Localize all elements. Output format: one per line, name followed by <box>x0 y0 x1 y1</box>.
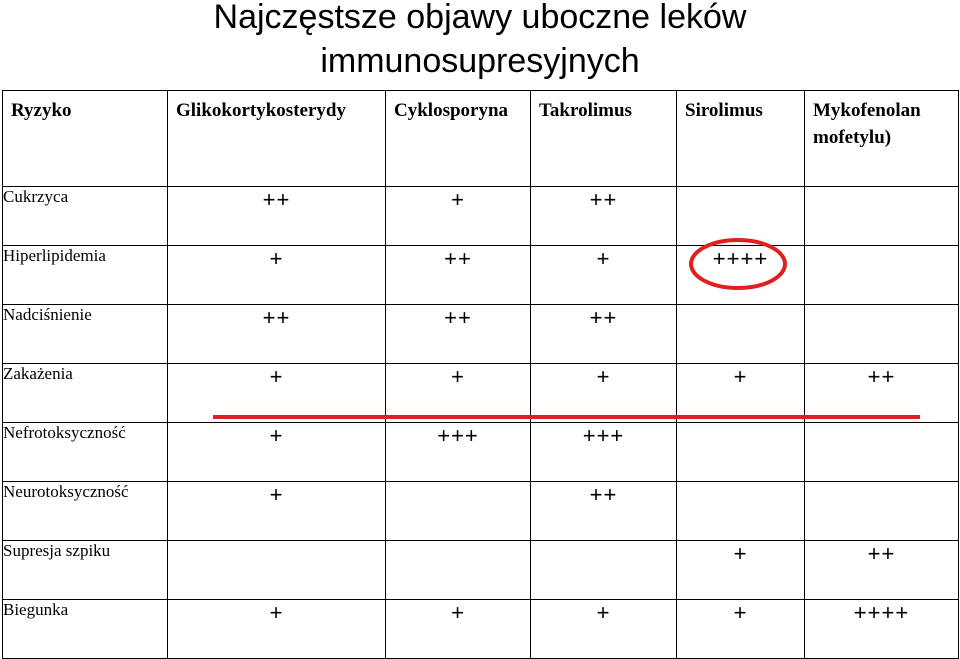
value-cell: + <box>531 600 677 659</box>
value-cell: + <box>531 364 677 423</box>
header-cell: Sirolimus <box>677 91 805 187</box>
value-cell: + <box>677 364 805 423</box>
row-label: Neurotoksyczność <box>3 482 168 541</box>
value-cell: ++ <box>386 305 531 364</box>
value-cell: ++++ <box>805 600 959 659</box>
value-cell <box>386 482 531 541</box>
value-cell: ++ <box>168 305 386 364</box>
side-effects-table <box>2 90 959 659</box>
value-cell: + <box>168 482 386 541</box>
value-cell: + <box>168 364 386 423</box>
value-cell <box>805 423 959 482</box>
value-cell <box>805 305 959 364</box>
header-cell: Takrolimus <box>531 91 677 187</box>
value-cell <box>386 541 531 600</box>
table-row <box>3 305 959 364</box>
value-cell: + <box>677 541 805 600</box>
row-label: Nefrotoksyczność <box>3 423 168 482</box>
header-cell: Ryzyko <box>3 91 168 187</box>
header-cell: Cyklosporyna <box>386 91 531 187</box>
row-label: Nadciśnienie <box>3 305 168 364</box>
title-line-1: Najczęstsze objawy uboczne leków <box>213 0 747 36</box>
table-row <box>3 423 959 482</box>
value-cell: ++ <box>805 364 959 423</box>
row-label: Zakażenia <box>3 364 168 423</box>
value-cell: +++ <box>386 423 531 482</box>
table-row <box>3 600 959 659</box>
value-cell <box>805 246 959 305</box>
title-line-2: immunosupresyjnych <box>320 42 640 80</box>
value-cell <box>677 423 805 482</box>
value-cell <box>168 541 386 600</box>
value-cell <box>677 482 805 541</box>
value-cell: + <box>531 246 677 305</box>
table-row <box>3 187 959 246</box>
value-cell: + <box>168 423 386 482</box>
value-cell: ++ <box>531 482 677 541</box>
row-label: Cukrzyca <box>3 187 168 246</box>
value-cell: ++ <box>386 246 531 305</box>
header-row <box>3 91 959 187</box>
value-cell <box>805 482 959 541</box>
value-cell: + <box>168 246 386 305</box>
table-row <box>3 482 959 541</box>
value-cell <box>677 305 805 364</box>
value-cell: + <box>168 600 386 659</box>
value-cell <box>531 541 677 600</box>
table-row <box>3 246 959 305</box>
table-row <box>3 364 959 423</box>
value-cell <box>677 187 805 246</box>
header-cell: Mykofenolan mofetylu) <box>805 91 959 187</box>
value-cell: + <box>386 364 531 423</box>
value-cell: +++ <box>531 423 677 482</box>
value-cell: ++ <box>531 305 677 364</box>
value-cell: + <box>386 600 531 659</box>
value-cell: + <box>677 600 805 659</box>
value-cell: ++++ <box>677 246 805 305</box>
value-cell: + <box>386 187 531 246</box>
value-cell: ++ <box>531 187 677 246</box>
value-cell: ++ <box>168 187 386 246</box>
value-cell: ++ <box>805 541 959 600</box>
header-cell: Glikokortykosterydy <box>168 91 386 187</box>
row-label: Hiperlipidemia <box>3 246 168 305</box>
row-label: Supresja szpiku <box>3 541 168 600</box>
row-label: Biegunka <box>3 600 168 659</box>
table-row <box>3 541 959 600</box>
value-cell <box>805 187 959 246</box>
